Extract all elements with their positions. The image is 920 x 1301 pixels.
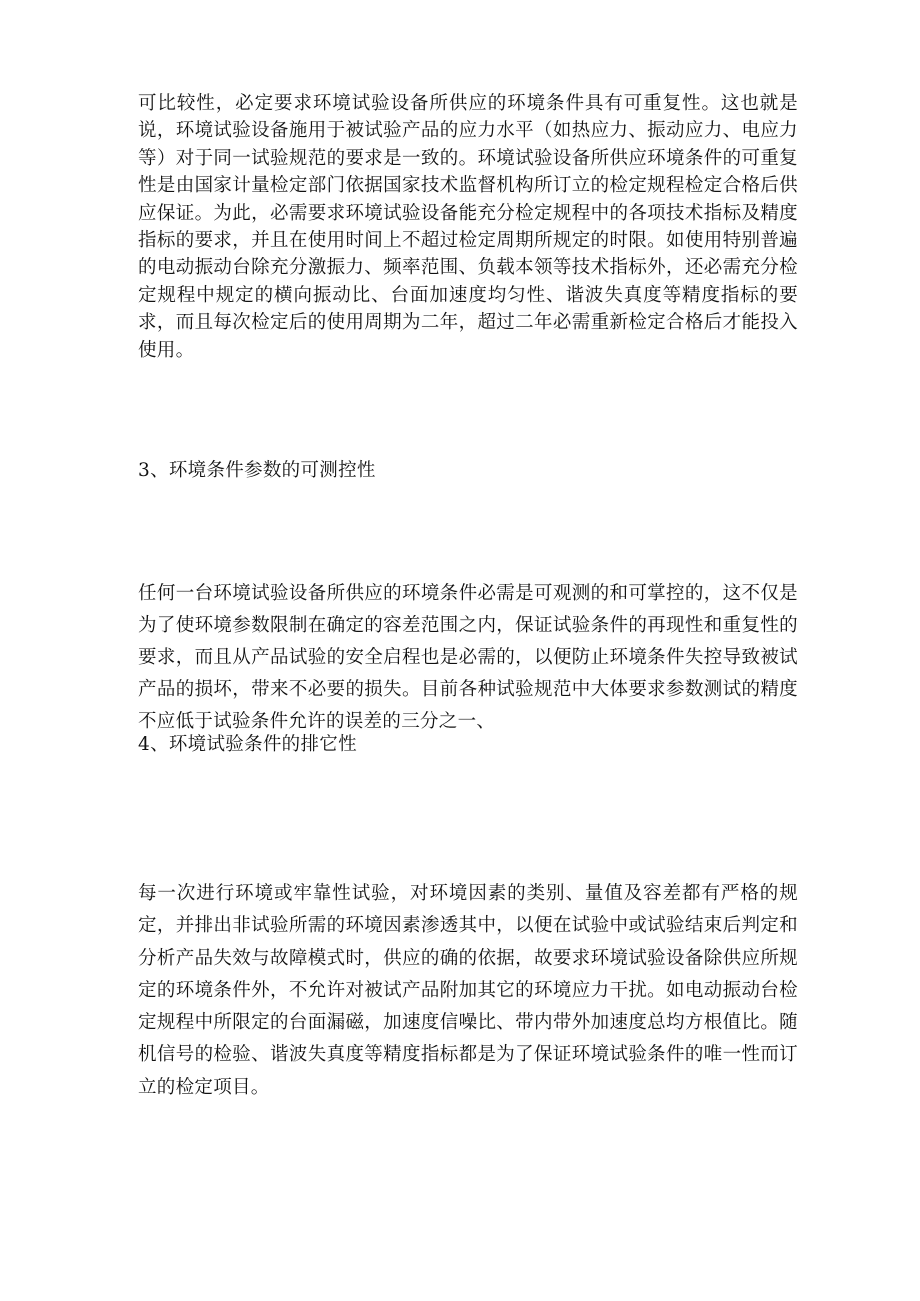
paragraph-repeatability: 可比较性，必定要求环境试验设备所供应的环境条件具有可重复性。这也就是说，环境试验设备施用于被试验产品的应力水平（如热应力、振动应力、电应力等）对于同一试验规范的要求是一致的。环境试验设备所供应环境条件的可重复性是由国家计量检定部门依据国家技术监督机构所订立的检定规程检定合格后供应保证。为此，必需要求环境试验设备能充分检定规程中的各项技术指标及精度指标的要求，并且在使用时间上不超过检定周期所规定的时限。如使用特别普遍的电动振动台除充分激振力、频率范围、负载本领等技术指标外，还必需充分检定规程中规定的横向振动比、台面加速度均匀性、谐波失真度等精度指标的要求，而且每次检定后的使用周期为二年，超过二年必需重新检定合格后才能投入使用。	[138, 93, 798, 361]
paragraph-exclusivity: 每一次进行环境或牢靠性试验，对环境因素的类别、量值及容差都有严格的规定，并排出非试验所需的环境因素渗透其中，以便在试验中或试验结束后判定和分析产品失效与故障模式时，供应的确的依据，故要求环境试验设备除供应所规定的环境条件外，不允许对被试产品附加其它的环境应力干扰。如电动振动台检定规程中所限定的台面漏磁，加速度信噪比、带内带外加速度总均方根值比。随机信号的检验、谐波失真度等精度指标都是为了保证环境试验条件的唯一性而订立的检定项目。	[138, 883, 798, 1098]
section-heading-4: 4、环境试验条件的排它性	[138, 734, 357, 755]
paragraph-measurability: 任何一台环境试验设备所供应的环境条件必需是可观测的和可掌控的，这不仅是为了使环境参数限制在确定的容差范围之内，保证试验条件的再现性和重复性的要求，而且从产品试验的安全启程也是必需的，以便防止环境条件失控导致被试产品的损坏，带来不必要的损失。目前各种试验规范中大体要求参数测试的精度不应低于试验条件允许的误差的三分之一、	[138, 583, 798, 732]
section-heading-3: 3、环境条件参数的可测控性	[138, 460, 376, 481]
